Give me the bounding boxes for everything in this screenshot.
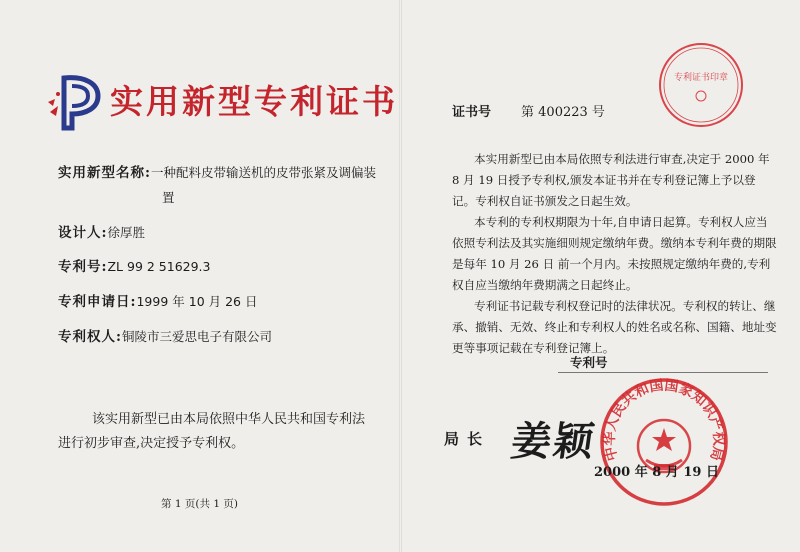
left-page bbox=[0, 0, 399, 552]
body-paragraph: 本专利的专利权期限为十年,自申请日起算。专利权人应当依照专利法及其实施细则规定缴纳年费。缴纳本专利年费的期限是每年 10 月 26 日 前一个月内。未按照规定缴纳年费的,专利权自应当缴纳年费期满之日起终止。 bbox=[452, 215, 777, 292]
field-patent-number bbox=[58, 255, 210, 275]
field-application-date bbox=[58, 290, 257, 310]
body-paragraph: 专利证书记载专利权登记时的法律状况。专利权的转让、继承、撤销、无效、终止和专利权人的姓名或名称、国籍、地址变更等事项记载在专利登记簿上。 bbox=[452, 299, 777, 355]
field-designer bbox=[58, 221, 145, 241]
page-number: 第 1 页(共 1 页) bbox=[161, 498, 238, 510]
field-label: 设计人: bbox=[58, 225, 108, 241]
certificate-number bbox=[452, 101, 605, 120]
certificate-number-label: 证书号 bbox=[452, 105, 492, 120]
field-value: 徐厚胜 bbox=[107, 225, 145, 240]
certificate-body bbox=[452, 149, 778, 359]
field-value: 一种配料皮带输送机的皮带张紧及调偏装 bbox=[150, 165, 376, 180]
seal-text: 中华人民共和国国家知识产权局 bbox=[601, 377, 727, 463]
field-label: 专利申请日: bbox=[58, 294, 137, 310]
declaration-line: 该实用新型已由本局依照中华人民共和国专利法 bbox=[92, 412, 366, 427]
director-label: 局长 bbox=[444, 430, 491, 448]
patent-number-line bbox=[558, 372, 768, 373]
field-value: 1999 年 10 月 26 日 bbox=[136, 294, 258, 309]
field-value: 铜陵市三爱思电子有限公司 bbox=[121, 329, 272, 344]
small-seal-text: 专利证书印章 bbox=[673, 73, 729, 83]
patent-number-label: 专利号 bbox=[570, 355, 608, 370]
certificate-number-value: 第 400223 号 bbox=[521, 105, 605, 120]
body-paragraph: 本实用新型已由本局依照专利法进行审查,决定于 2000 年 8 月 19 日授予专利权,颁发本证书并在专利登记簿上予以登记。专利权自证书颁发之日起生效。 bbox=[452, 152, 770, 208]
field-label: 专利号: bbox=[58, 259, 108, 275]
grant-declaration bbox=[58, 408, 388, 456]
field-patentee bbox=[58, 325, 272, 345]
small-seal-icon bbox=[656, 40, 746, 130]
right-page bbox=[402, 0, 800, 552]
field-value: ZL 99 2 51629.3 bbox=[107, 259, 211, 274]
official-seal-icon bbox=[598, 376, 730, 508]
field-label: 实用新型名称: bbox=[58, 165, 151, 181]
declaration-line: 进行初步审查,决定授予专利权。 bbox=[58, 436, 245, 451]
field-utility-model-name bbox=[58, 161, 376, 181]
director-signature: 姜颖 bbox=[508, 418, 599, 465]
field-value-continued: 置 bbox=[162, 190, 175, 205]
field-label: 专利权人: bbox=[58, 329, 122, 345]
patent-logo-icon bbox=[46, 72, 102, 132]
certificate-title: 实用新型专利证书 bbox=[110, 82, 398, 121]
issue-date: 2000 年 8 月 19 日 bbox=[594, 465, 719, 480]
